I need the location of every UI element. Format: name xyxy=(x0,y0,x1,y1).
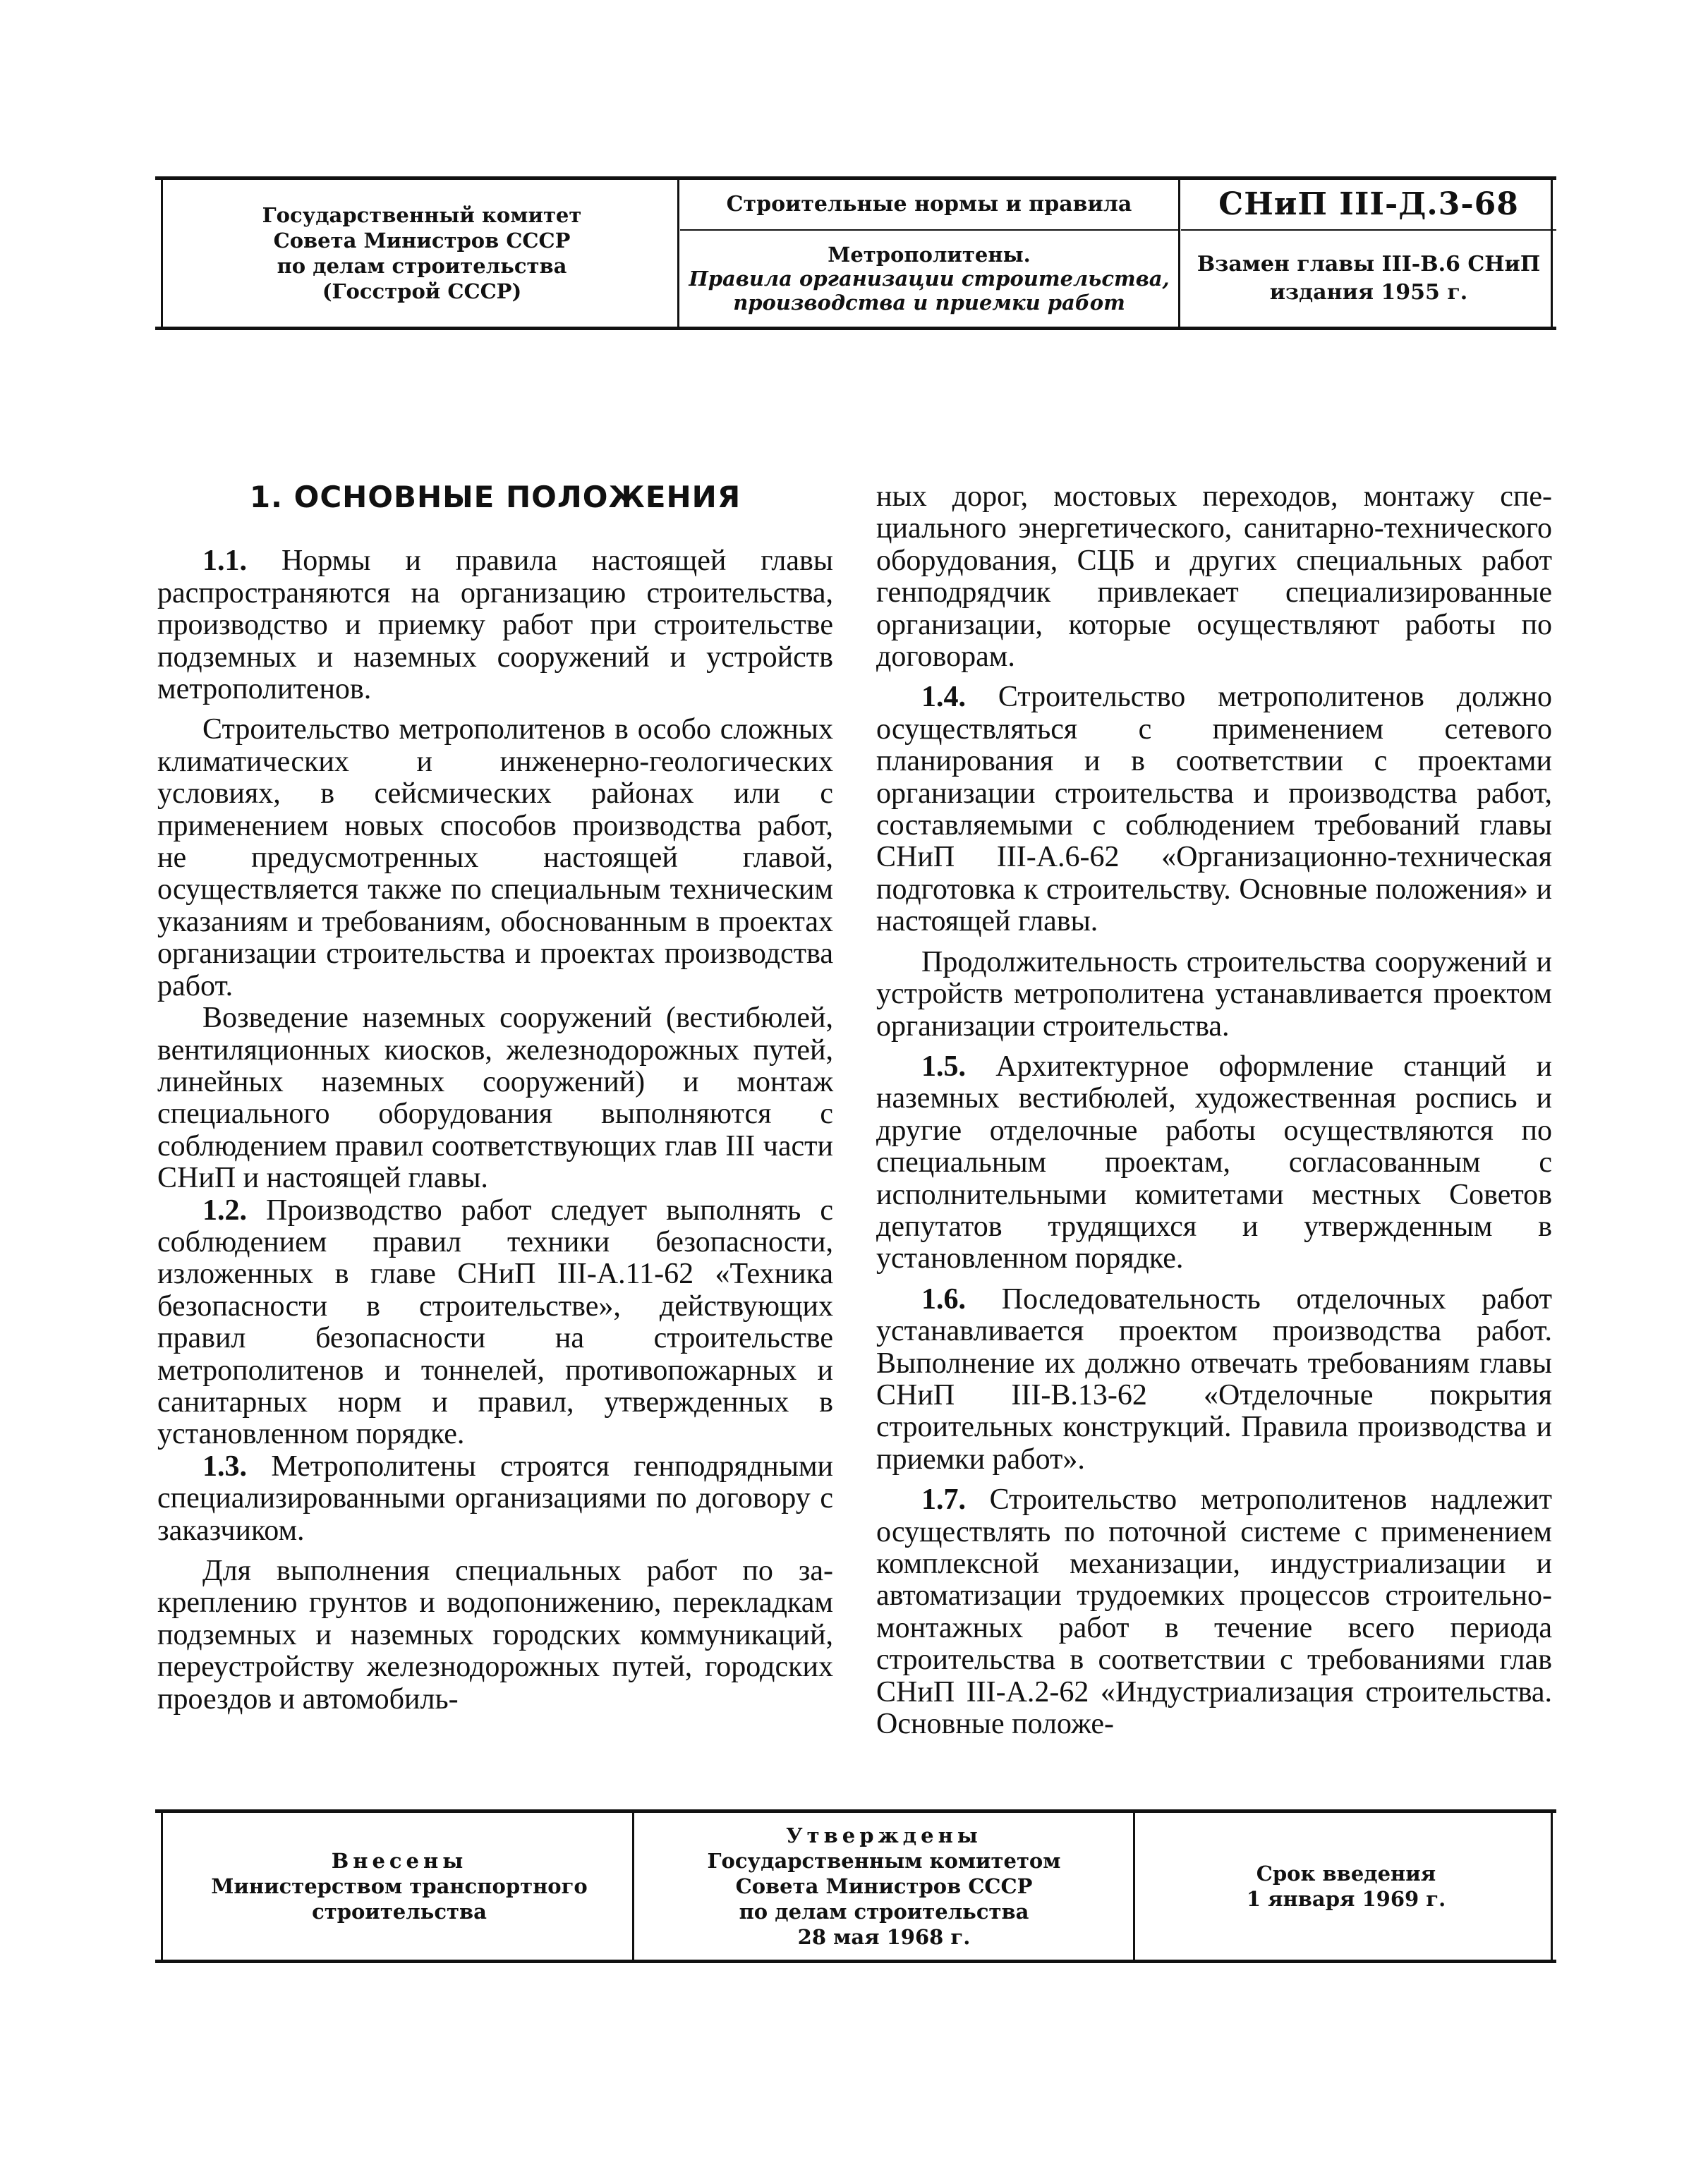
replaces-line: Взамен главы III-В.6 СНиП xyxy=(1197,252,1541,277)
effective-block xyxy=(1136,1813,1556,1960)
issuer-line: Государственный комитет xyxy=(262,203,582,227)
introduced-block xyxy=(166,1813,632,1960)
paragraph-text: Строительство метрополитенов должно осуществляться с применением сетевого планирования и в соответствии с проектами организации строительства и производства работ, составляемыми с соблюдением требований главы СНиП III-А.6-62 «Организационно-техническая подготовка к строительству. Основные положения» и настоящей главы. xyxy=(876,681,1552,938)
clause-number: 1.5. xyxy=(921,1050,966,1083)
paragraph-text: Последовательность отделочных работ устанавливается проектом производства работ. Выполнение их должно отвечать требованиям главы СНиП III-В.13-62 «Отделочные покрытия строительных конструкций. Правила производства и приемки работ». xyxy=(876,1282,1553,1476)
introduced-line: строительства xyxy=(312,1900,487,1924)
paragraph-text: Строительство метрополитенов в особо сложных климатических и инженерно-геологических условиях, в сейсмических районах или с применением новых способов производства работ, не предусмотренных настоящей главой, осуществляется также по специальным техническим указаниям и требованиям, обоснованным в проектах организации строительства и проектах производства работ. xyxy=(157,713,833,1002)
title-line: производства и приемки работ xyxy=(733,291,1125,315)
paragraph-text: Продолжительность строительства сооружений и устройств метрополитена устанавливается проектом организации строительства. xyxy=(876,945,1552,1043)
section-title: 1. ОСНОВНЫЕ ПОЛОЖЕНИЯ xyxy=(249,480,741,514)
paragraph-text: Производство работ следует выполнять с соблюдением правил техники безопасности, изложенных в главе СНиП III-А.11-62 «Техника безопасности в строительстве», действующих правил безопасности на строительстве метрополитенов и тоннелей, противопожарных и санитарных норм и правил, утвержденных в установленном порядке. xyxy=(157,1194,833,1451)
approved-line: по делам строительства xyxy=(739,1900,1029,1924)
replaces-note xyxy=(1181,231,1556,327)
effective-label: Срок введения xyxy=(1256,1862,1436,1886)
clause-number: 1.2. xyxy=(202,1194,247,1227)
header-divider-2 xyxy=(1178,180,1180,327)
paragraph-text: Метрополитены строятся генподрядными специализированными организациями по договору с заказчиком. xyxy=(157,1450,833,1547)
paragraph-text: Строительство метрополитенов надлежит осуществлять по поточной системе с применением комплексной механизации, индустриализации и автоматизации трудоемких процессов строительно-монтажных работ в течение всего периода строительства в соответствии с требованиями глав СНиП III-А.2-62 «Индустриализация строительства. Основные положе- xyxy=(876,1483,1553,1741)
paragraph xyxy=(157,714,833,1002)
paragraph-1-3 xyxy=(157,1451,833,1547)
approved-date: 28 мая 1968 г. xyxy=(797,1925,971,1949)
header-border-left xyxy=(161,180,163,327)
paragraph-text: Нормы и правила настоящей главы распространяются на организацию строительства, производство и приемку работ при строительстве подземных и наземных сооружений и устройств метрополитенов. xyxy=(157,545,834,706)
footer-divider-1 xyxy=(632,1813,634,1960)
header-table xyxy=(155,176,1556,330)
paragraph-1-1 xyxy=(157,545,833,705)
document-code xyxy=(1181,180,1556,228)
introduced-line: Министерством транспортного xyxy=(211,1874,588,1898)
effective-date: 1 января 1969 г. xyxy=(1246,1887,1446,1911)
clause-number: 1.6. xyxy=(921,1282,966,1316)
code-text: СНиП III-Д.3-68 xyxy=(1218,186,1519,222)
document-category xyxy=(680,180,1178,228)
clause-number: 1.1. xyxy=(202,545,247,578)
paragraph xyxy=(157,1555,833,1716)
clause-number: 1.3. xyxy=(202,1450,247,1483)
category-text: Строительные нормы и правила xyxy=(726,191,1132,217)
paragraph-text: Архитектурное оформление станций и наземных вестибюлей, художественная роспись и другие отделочные работы осуществляются по специальным проектам, согласованным с исполнительными комитетами местных Советов депутатов трудящихся и утвержденным в установленном порядке. xyxy=(876,1050,1552,1275)
right-column xyxy=(876,481,1552,1740)
header-divider-1 xyxy=(677,180,679,327)
issuer-line: по делам строительства xyxy=(277,254,567,278)
introduced-label: Внесены xyxy=(331,1849,468,1873)
paragraph-1-7 xyxy=(876,1484,1552,1740)
issuer-line: (Госстрой СССР) xyxy=(322,279,522,303)
approved-line: Государственным комитетом xyxy=(707,1849,1061,1873)
paragraph xyxy=(876,947,1552,1043)
paragraph-text: ных дорог, мостовых переходов, монтажу специального энергетического, санитарно-технического оборудования, СЦБ и других специальных работ генподрядчик привлекает специализированные организации, которые осуществляют работы по договорам. xyxy=(876,480,1552,674)
document-title xyxy=(680,231,1178,327)
footer-table xyxy=(155,1809,1556,1963)
replaces-line: издания 1955 г. xyxy=(1269,280,1468,305)
issuer-block xyxy=(166,180,677,327)
paragraph-continued xyxy=(876,481,1552,673)
paragraph-1-4 xyxy=(876,681,1552,937)
title-line: Метрополитены. xyxy=(828,243,1031,267)
clause-number: 1.4. xyxy=(921,681,966,714)
left-column xyxy=(157,466,833,1716)
paragraph-1-5 xyxy=(876,1051,1552,1275)
footer-border-left xyxy=(161,1813,163,1960)
footer-divider-2 xyxy=(1133,1813,1135,1960)
title-line: Правила организации строительства, xyxy=(689,267,1170,291)
clause-number: 1.7. xyxy=(921,1483,966,1517)
approved-block xyxy=(635,1813,1133,1960)
paragraph xyxy=(157,1002,833,1194)
paragraph-1-6 xyxy=(876,1284,1552,1476)
approved-label: Утверждены xyxy=(786,1823,982,1847)
paragraph-1-2 xyxy=(157,1195,833,1451)
issuer-line: Совета Министров СССР xyxy=(273,229,571,253)
paragraph-text: Возведение наземных сооружений (вестибюлей, вентиляционных киосков, железнодорожных путей, линейных наземных сооружений) и монтаж специального оборудования выполняются с соблюдением правил соответствующих глав III части СНиП и настоящей главы. xyxy=(157,1002,833,1195)
approved-line: Совета Министров СССР xyxy=(735,1874,1033,1898)
paragraph-text: Для выполнения специальных работ по закреплению грунтов и водопонижению, перекладкам подземных и наземных городских коммуникаций, переустройству железнодорожных путей, городских проездов и автомобиль- xyxy=(157,1555,833,1716)
